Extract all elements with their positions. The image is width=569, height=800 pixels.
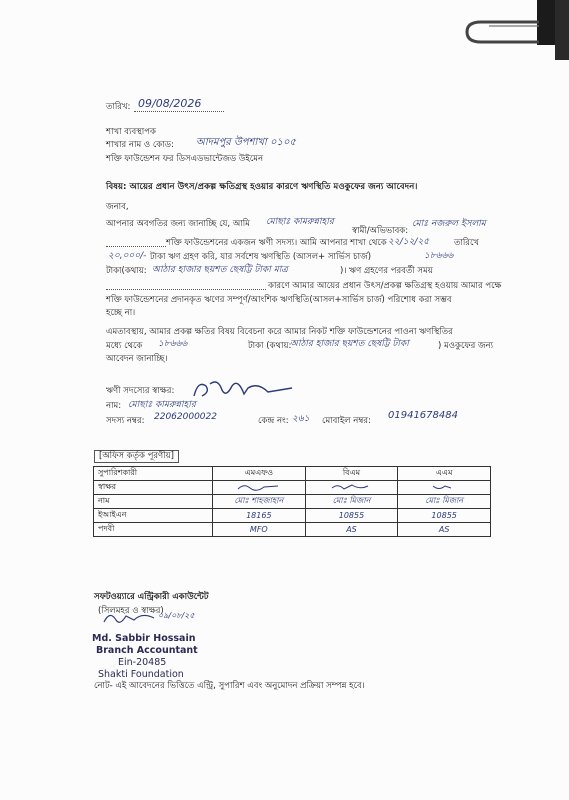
header-bm: বিএম (305, 467, 398, 481)
stamp-ein: Ein-20485 (118, 657, 167, 668)
p1-text-f: টাকা(কথায়: (106, 266, 147, 276)
waiver-amount-handwritten: ১৮৬৬৬ (158, 339, 188, 349)
table-row (94, 495, 491, 509)
signature-mark (234, 482, 284, 492)
p2-text-b: মধ্যে থেকে (106, 341, 143, 351)
subject-line: বিষয়: আয়ের প্রধান উৎস/প্রকল্প ক্ষতিগ্রস্থ হওয়ার কারণে ঋণস্থিতি মওকুফের জন্য আবেদন। (106, 182, 418, 192)
borrower-name-label: নাম: (106, 401, 122, 411)
branch-value: আদমপুর উপশাখা ০১০৫ (196, 137, 296, 148)
p1-text-j: হচ্ছে না। (106, 308, 136, 318)
seal-signature-label: (সিলমহর ও স্বাক্ষর) (98, 606, 164, 616)
recommendation-table (93, 466, 491, 537)
loan-date-handwritten: ২২/১২/২৫ (388, 237, 430, 247)
waiver-words-handwritten: আঠার হাজার ছয়শত ছেষট্টি টাকা (290, 339, 409, 349)
recipient-line3: শক্তি ফাউন্ডেশন ফর ডিসএডভান্টেজড উইমেন (106, 154, 264, 164)
p1-text-a: আপনার অবগতির জন্য জানাচ্ছি যে, আমি (106, 219, 250, 229)
stamp-name: Md. Sabbir Hossain (92, 633, 196, 644)
signature-cell (213, 481, 306, 495)
center-number-label: কেন্দ্র নং: (258, 416, 289, 426)
borrower-name-handwritten: মোছাঃ কামরুন্নাহার (266, 217, 334, 227)
cell-value: 10855 (398, 509, 491, 523)
mobile-value: 01941678484 (388, 410, 458, 421)
balance-words-handwritten: আঠার হাজার ছয়শত ছেষট্টি টাকা মাত্র (152, 265, 288, 275)
stamp-org: Shakti Foundation (98, 669, 184, 680)
cell-value: মোঃ শাহজাহান (213, 495, 306, 509)
signature-mark (326, 482, 376, 492)
guardian-name-handwritten: মোঃ নজরুল ইসলাম (412, 219, 486, 229)
p2-text-c: টাকা (কথায়: (248, 341, 292, 351)
center-number-value: ২৬১ (292, 414, 310, 424)
stamp-date: ০৯/০৮/২৫ (158, 611, 195, 620)
table-header-row (94, 467, 491, 481)
p1-text-g: )। ঋণ গ্রহণের পরবর্তী সময় (340, 266, 433, 276)
p2-text-d: ) মওকুফের জন্য (438, 341, 494, 351)
member-number-label: সদস্য নম্বর: (106, 416, 145, 426)
row-label: নাম (94, 495, 213, 509)
footer-note: নোট- এই আবেদনের ভিত্তিতে এন্ট্রি, সুপারিশ এবং অনুমোদন প্রক্রিয়া সম্পন্ন হবে। (94, 681, 365, 691)
p1-text-h: কারণে আমার আয়ের প্রধান উৎস/প্রকল্প ক্ষতিগ্রস্থ হওয়ায় আমার পক্ষে (268, 281, 502, 291)
recipient-line1: শাখা ব্যবস্থাপক (106, 127, 156, 137)
cell-value: 10855 (305, 509, 398, 523)
p2-text-a: এমতাবস্থায়, আমার প্রকল্প ক্ষতির বিষয় বিবেচনা করে আমার নিকট শক্তি ফাউন্ডেশনের পাওনা ঋণস্থিতির (106, 327, 453, 337)
header-am: এএম (398, 467, 491, 481)
borrower-signature-label: ঋণী সদস্যের স্বাক্ষর: (106, 386, 175, 396)
mobile-label: মোবাইল নম্বর: (322, 416, 371, 426)
accountant-signature (100, 608, 160, 628)
p1-text-c: শক্তি ফাউন্ডেশনের একজন ঋণী সদস্য। আমি আপনার শাখা থেকে (166, 238, 387, 248)
table-row (94, 481, 491, 495)
row-label: স্বাক্ষর (94, 481, 213, 495)
p1-text-b: স্বামী/অভিভাবক: (352, 226, 409, 236)
table-row (94, 509, 491, 523)
date-underline (134, 111, 224, 112)
row-label: পদবী (94, 523, 213, 537)
signature-cell (398, 481, 491, 495)
cell-value: AS (398, 523, 491, 537)
cell-value: মোঃ মিজান (398, 495, 491, 509)
header-mfo: এমএফও (213, 467, 306, 481)
header-recommender: সুপারিশকারী (94, 467, 213, 481)
cell-value: 18165 (213, 509, 306, 523)
office-use-label: [অফিস কর্তৃক পূরণীয়] (94, 450, 179, 463)
cell-value: মোঃ মিজান (305, 495, 398, 509)
signature-mark (419, 482, 469, 492)
cell-value: MFO (213, 523, 306, 537)
balance-handwritten: ১৮৬৬৬ (424, 251, 454, 261)
p2-text-e: আবেদন জানাচ্ছি। (106, 354, 168, 364)
row-label: ইআইএন (94, 509, 213, 523)
blank-line (106, 246, 166, 247)
date-label: তারিখ: (106, 102, 131, 112)
accountant-title: সফটওয়্যারে এন্ট্রিকারী একাউন্টেট (94, 592, 209, 602)
signature-cell (305, 481, 398, 495)
p1-text-e: টাকা ঋণ গ্রহণ করি, যার সর্বশেষ ঋণস্থিতি (আসল+ সার্ভিস চার্জ) (150, 252, 372, 262)
blank-line (106, 289, 266, 290)
borrower-name-value: মোছাঃ কামরুন্নাহার (128, 400, 196, 410)
stamp-title: Branch Accountant (96, 645, 198, 656)
member-number-value: 22062000022 (154, 412, 217, 422)
borrower-signature (188, 376, 298, 406)
p1-text-i: শক্তি ফাউন্ডেশনের প্রদানকৃত ঋণের সম্পূর্ণ/আংশিক ঋণস্থিতি(আসল+সার্ভিস চার্জ) পরিশোধ করা সম্ভব (106, 295, 452, 305)
cell-value: AS (305, 523, 398, 537)
salutation: জনাব, (106, 202, 129, 212)
branch-label: শাখার নাম ও কোড: (106, 140, 174, 150)
binder-clip-icon (459, 0, 569, 60)
date-value: 09/08/2026 (138, 97, 202, 110)
table-row (94, 523, 491, 537)
loan-amount-handwritten: ২০,০০০/- (108, 251, 147, 261)
p1-text-d: তারিখে (454, 238, 479, 248)
